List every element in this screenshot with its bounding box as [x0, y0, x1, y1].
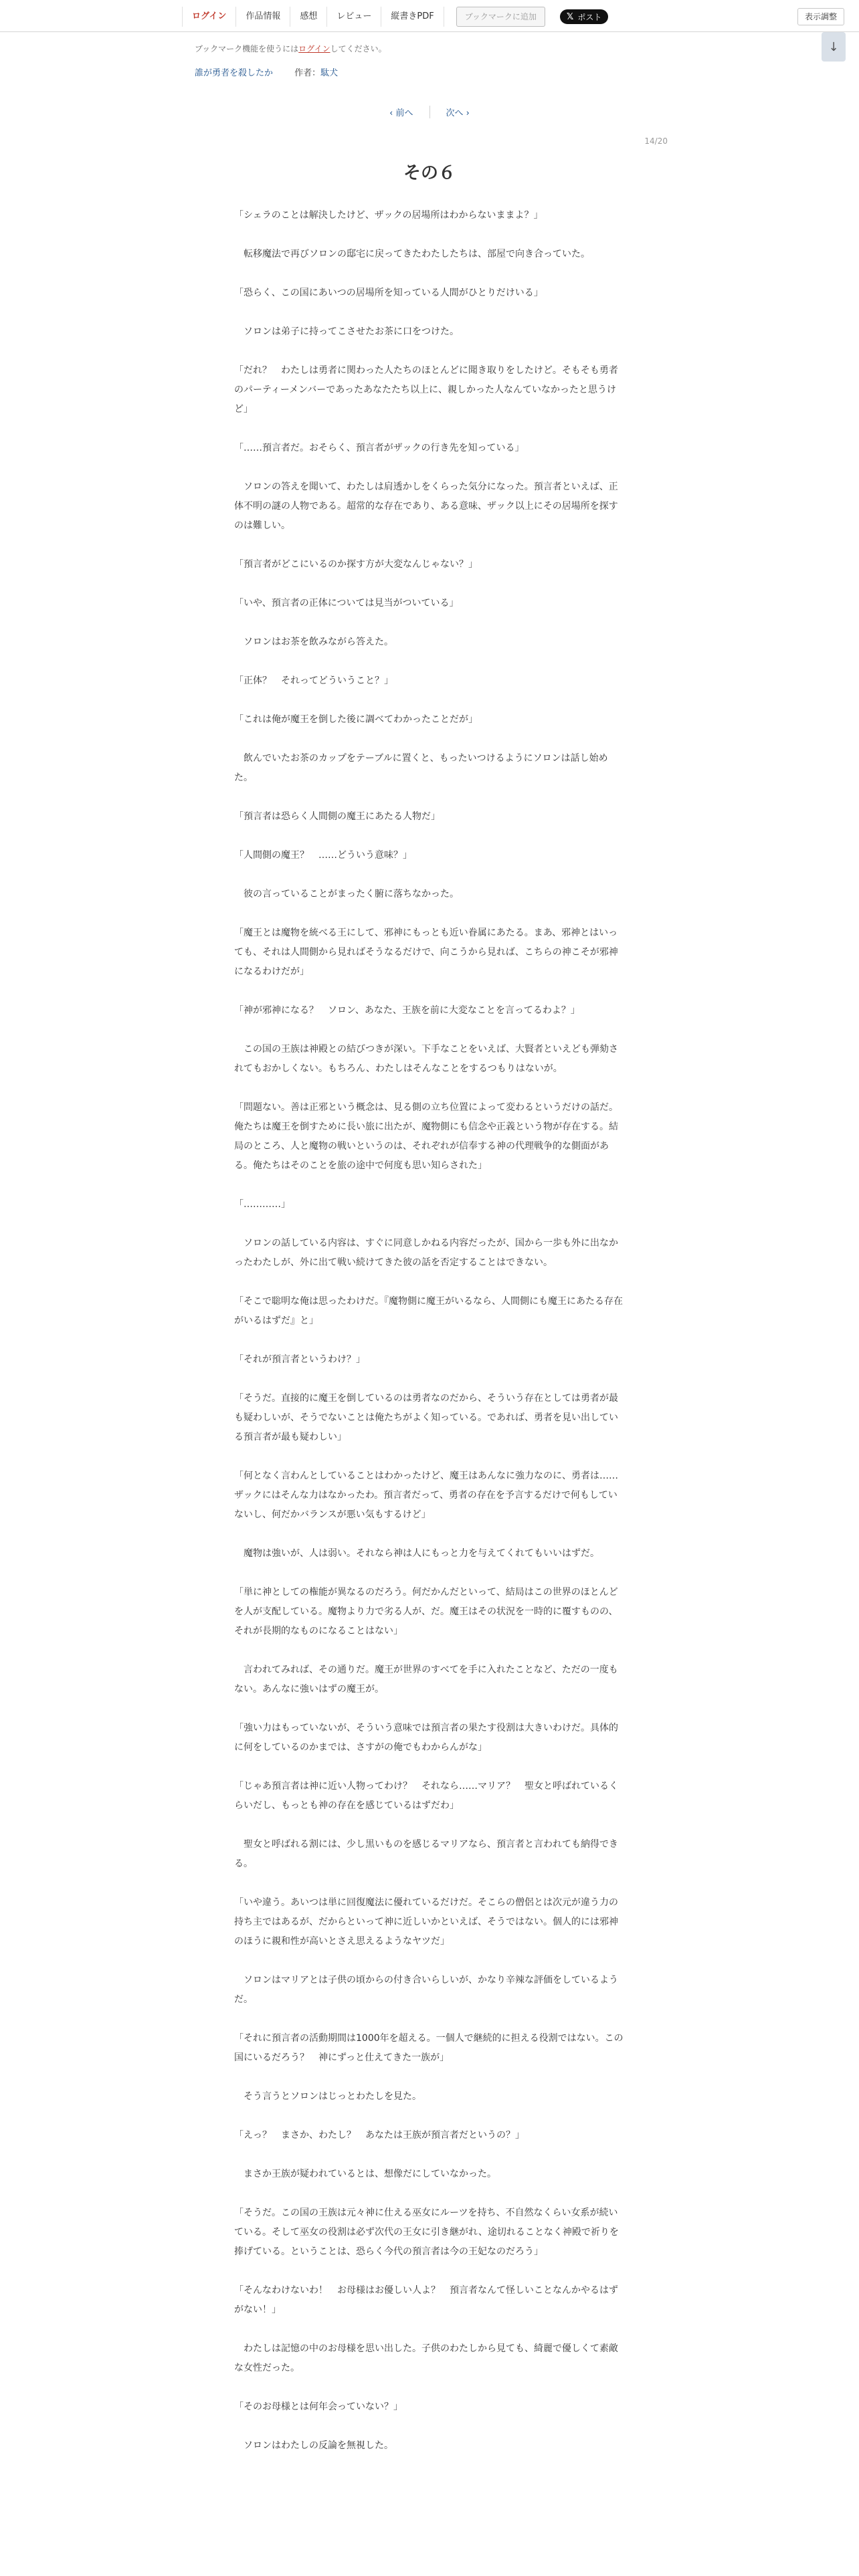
vertical-pdf-link[interactable]: 縦書きPDF [381, 7, 444, 27]
display-settings-button[interactable]: 表示調整 [797, 8, 844, 25]
notice-login-link[interactable]: ログイン [298, 44, 330, 53]
paragraph: 転移魔法で再びソロンの邸宅に戻ってきたわたしたちは、部屋で向き合っていた。 [234, 249, 590, 259]
paragraph: 「神が邪神になる？ ソロン、あなた、王族を前に大変なことを言ってるわよ？」 [234, 1005, 580, 1016]
novel-title-link[interactable]: 誰が勇者を殺したか [195, 68, 274, 78]
paragraph: 「シェラのことは解決したけど、ザックの居場所はわからないままよ？」 [234, 210, 543, 221]
paragraph: 「いや違う。あいつは単に回復魔法に優れているだけだ。そこらの僧侶とは次元が違う力の持ち主ではあるが、だからといって神に近しいかといえば、そうではない。個人的には邪神のほうに親和性が高いとさえ思えるようなヤツだ」 [234, 1897, 618, 1947]
add-bookmark-button[interactable]: ブックマークに追加 [456, 7, 545, 27]
share-x-button[interactable] [560, 9, 609, 24]
paragraph: 「人間側の魔王？ ……どういう意味？」 [234, 850, 412, 861]
paragraph: 言われてみれば、その通りだ。魔王が世界のすべてを手に入れたことなど、ただの一度もない。あんなに強いはずの魔王が。 [234, 1665, 618, 1695]
nav-bar [182, 7, 608, 27]
paragraph: 「じゃあ預言者は神に近い人物ってわけ？ それなら……マリア？ 聖女と呼ばれているくらいだし、もっとも神の存在を感じているはずだわ」 [234, 1781, 618, 1811]
novel-info-link[interactable]: 作品情報 [236, 7, 290, 27]
paragraph: ソロンの答えを聞いて、わたしは肩透かしをくらった気分になった。預言者といえば、正体不明の謎の人物である。超常的な存在であり、ある意味、ザック以上にその居場所を探すのは難しい。 [234, 481, 618, 531]
paragraph: 「……預言者だ。おそらく、預言者がザックの行き先を知っている」 [234, 443, 524, 453]
paragraph: 「魔王とは魔物を統べる王にして、邪神にもっとも近い眷属にあたる。まあ、邪神とはいっても、それは人間側から見ればそうなるだけで、向こうから見れば、こちらの神こそが邪神になるわけだが」 [234, 928, 618, 977]
paragraph: 「強い力はもっていないが、そういう意味では預言者の果たす役割は大きいわけだ。具体的に何をしているのかまでは、さすがの俺でもわからんがな」 [234, 1723, 618, 1753]
review-link[interactable]: レビュー [327, 7, 381, 27]
paragraph: ソロンは弟子に持ってこさせたお茶に口をつけた。 [234, 326, 459, 337]
paragraph: わたしは記憶の中のお母様を思い出した。子供のわたしから見ても、綺麗で優しくて素敵な女性だった。 [234, 2343, 618, 2373]
paragraph: 「何となく言わんとしていることはわかったけど、魔王はあんなに強力なのに、勇者は……ザックにはそんな力はなかったわ。預言者だって、勇者の存在を予言するだけで何もしていないし、何だかバランスが悪い気もするけど」 [234, 1471, 618, 1520]
paragraph: 「預言者がどこにいるのか探す方が大変なんじゃない？」 [234, 559, 478, 570]
page-count: 14/20 [644, 136, 668, 146]
scroll-down-icon[interactable]: ↓ [822, 32, 846, 62]
paragraph: 「正体？ それってどういうこと？」 [234, 675, 393, 686]
author-label: 作者： [294, 68, 321, 78]
top-bar [0, 0, 859, 32]
paragraph: 「預言者は恐らく人間側の魔王にあたる人物だ」 [234, 811, 440, 822]
prev-page-link[interactable]: ‹ 前へ [389, 106, 430, 118]
paragraph: 「それに預言者の活動期間は1000年を超える。一個人で継続的に担える役割ではない。この国にいるだろう？ 神にずっと仕えてきた一族が」 [234, 2033, 624, 2063]
paragraph: そう言うとソロンはじっとわたしを見た。 [234, 2091, 421, 2102]
paragraph: 「問題ない。善は正邪という概念は、見る側の立ち位置によって変わるというだけの話だ。俺たちは魔王を倒すために長い旅に出たが、魔物側にも信念や正義という物が存在する。結局のところ、人と魔物の戦いというのは、それぞれが信奉する神の代理戦争的な側面がある。俺たちはそのことを旅の途中で何度も思い知らされた」 [234, 1102, 618, 1171]
paragraph: 「そうだ。直接的に魔王を倒しているのは勇者なのだから、そういう存在としては勇者が最も疑わしいが、そうでないことは俺たちがよく知っている。であれば、勇者を見い出している預言者が最も疑わしい」 [234, 1393, 618, 1442]
pager [0, 106, 859, 118]
paragraph: 彼の言っていることがまったく腑に落ちなかった。 [234, 889, 459, 899]
paragraph: 「えっ？ まさか、わたし？ あなたは王族が預言者だというの？」 [234, 2130, 524, 2141]
paragraph: 「そのお母様とは何年会っていない？」 [234, 2401, 403, 2412]
paragraph: まさか王族が疑われているとは、想像だにしていなかった。 [234, 2169, 496, 2179]
paragraph: 「だれ？ わたしは勇者に関わった人たちのほとんどに聞き取りをしたけど。そもそも勇者のパーティーメンバーであったあなたたち以上に、親しかった人なんていなかったと思うけど」 [234, 365, 618, 415]
paragraph: 「単に神としての権能が異なるのだろう。何だかんだといって、結局はこの世界のほとんどを人が支配している。魔物より力で劣る人が、だ。魔王はその状況を一時的に覆すものの、それが長期的なものになることはない」 [234, 1587, 618, 1636]
paragraph: ソロンはマリアとは子供の頃からの付き合いらしいが、かなり辛辣な評価をしているようだ。 [234, 1975, 618, 2005]
paragraph: この国の王族は神殿との結びつきが深い。下手なことをいえば、大賢者といえども弾劾されてもおかしくない。もちろん、わたしはそんなことをするつもりはないが。 [234, 1044, 618, 1074]
paragraph: 「そこで聡明な俺は思ったわけだ。『魔物側に魔王がいるなら、人間側にも魔王にあたる存在がいるはずだ』と」 [234, 1296, 623, 1326]
share-x-label: ポスト [577, 12, 602, 22]
login-link[interactable]: ログイン [182, 7, 236, 27]
x-logo-icon: 𝕏 [566, 11, 574, 22]
novel-info [195, 66, 338, 78]
paragraph: 魔物は強いが、人は弱い。それなら神は人にもっと力を与えてくれてもいいはずだ。 [234, 1548, 599, 1559]
notice-suffix: してください。 [330, 44, 387, 53]
paragraph: ソロンの話している内容は、すぐに同意しかねる内容だったが、国から一歩も外に出なかったわたしが、外に出て戦い続けてきた彼の話を否定することはできない。 [234, 1238, 618, 1268]
paragraph: 聖女と呼ばれる割には、少し黒いものを感じるマリアなら、預言者と言われても納得できる。 [234, 1839, 618, 1869]
paragraph: 「そうだ。この国の王族は元々神に仕える巫女にルーツを持ち、不自然なくらい女系が続いている。そして巫女の役割は必ず次代の王女に引き継がれ、途切れることなく神殿で祈りを捧げている。ということは、恐らく今代の預言者は今の王妃なのだろう」 [234, 2208, 619, 2257]
impressions-link[interactable]: 感想 [290, 7, 327, 27]
notice-prefix: ブックマーク機能を使うには [195, 44, 299, 53]
paragraph: 「いや、預言者の正体については見当がついている」 [234, 598, 459, 609]
paragraph: ソロンはわたしの反論を無視した。 [234, 2440, 393, 2451]
paragraph: 「それが預言者というわけ？」 [234, 1354, 365, 1365]
paragraph: 「…………」 [234, 1199, 290, 1210]
bookmark-notice [195, 43, 387, 54]
paragraph: 「これは俺が魔王を倒した後に調べてわかったことだが」 [234, 714, 478, 725]
author-link[interactable]: 駄犬 [320, 68, 339, 78]
paragraph: 飲んでいたお茶のカップをテーブルに置くと、もったいつけるようにソロンは話し始めた。 [234, 753, 608, 783]
chapter-body [234, 206, 625, 2475]
paragraph: ソロンはお茶を飲みながら答えた。 [234, 637, 393, 647]
chapter-title: その６ [403, 163, 456, 183]
paragraph: 「そんなわけないわ！ お母様はお優しい人よ？ 預言者なんて怪しいことなんかやるはずがない！」 [234, 2285, 618, 2315]
next-page-link[interactable]: 次へ › [446, 108, 470, 118]
paragraph: 「恐らく、この国にあいつの居場所を知っている人間がひとりだけいる」 [234, 288, 543, 298]
